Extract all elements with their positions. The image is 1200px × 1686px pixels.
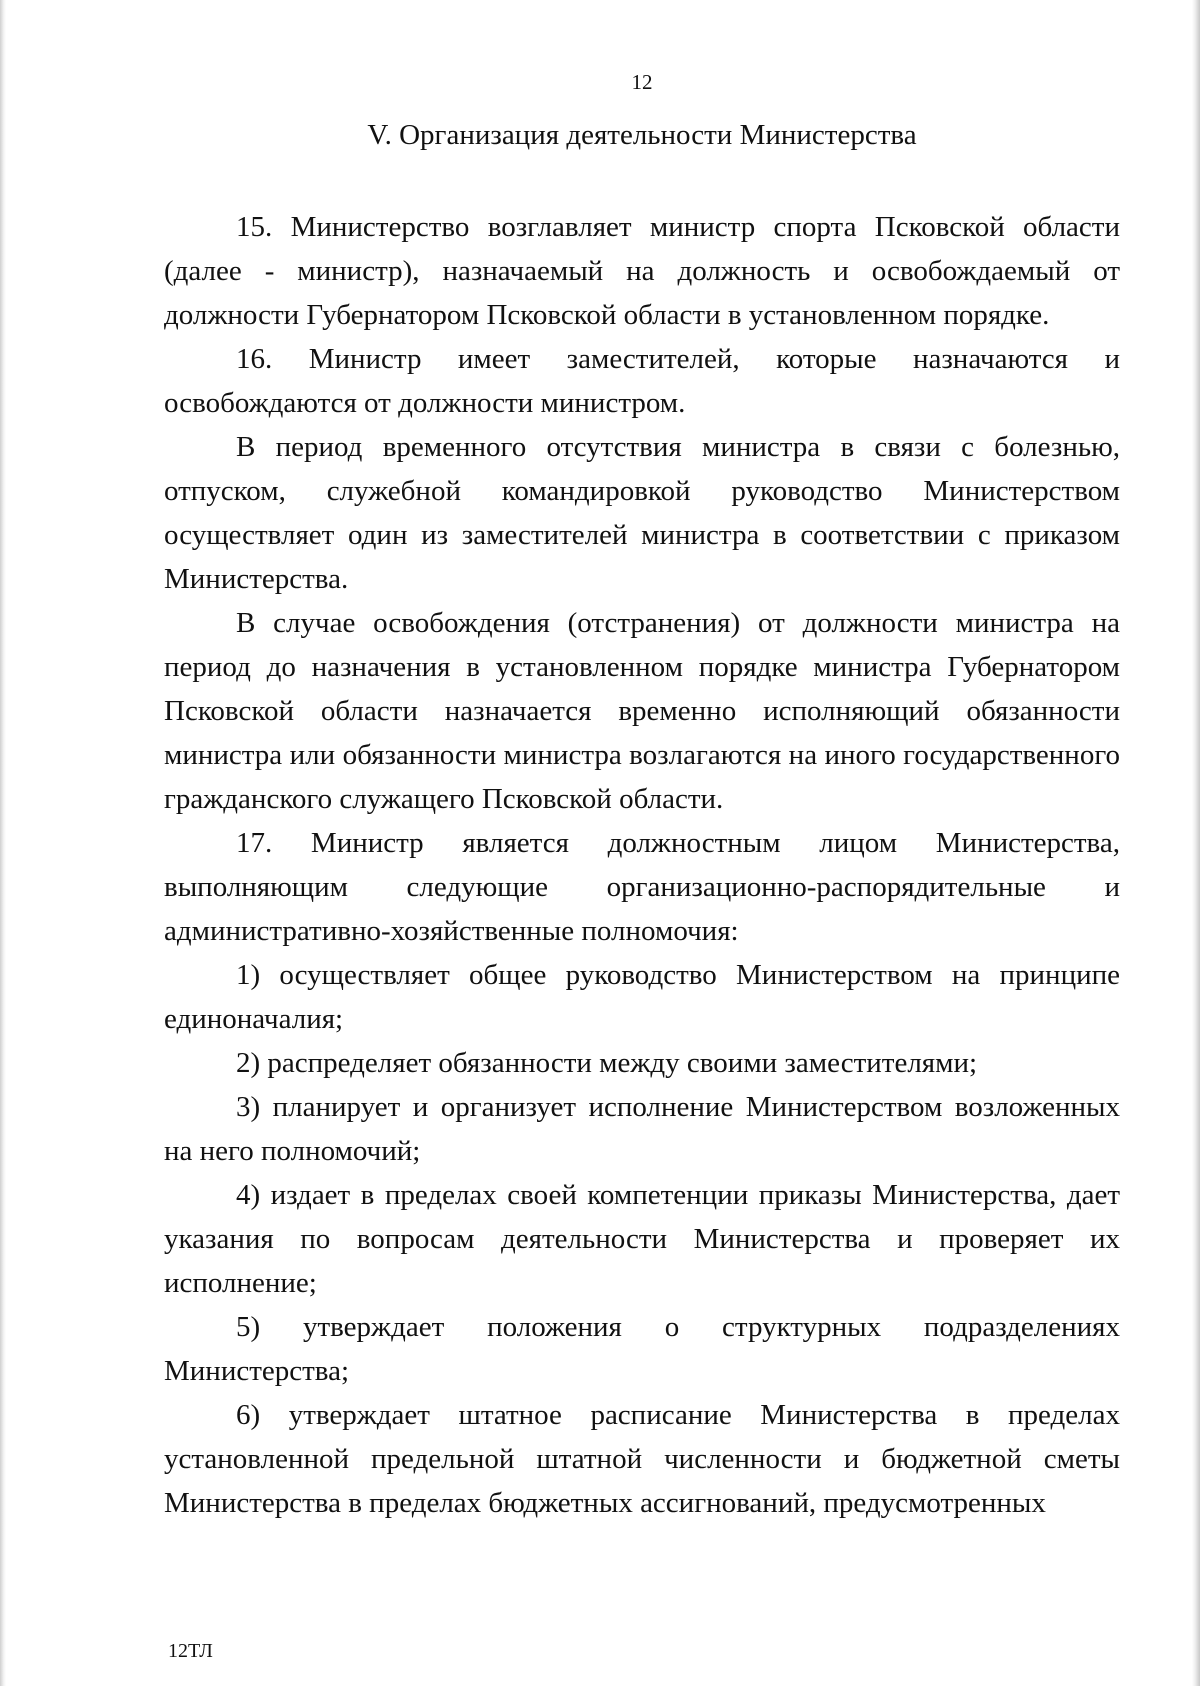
- list-item-3: 3) планирует и организует исполнение Министерством возложенных на него полномочий;: [164, 1091, 1120, 1167]
- paragraph-17: 17. Министр является должностным лицом Министерства, выполняющим следующие организационно-распорядительные и административно-хозяйственные полномочия:: [164, 827, 1120, 947]
- scan-edge-right: [1192, 0, 1200, 1686]
- list-item-5: 5) утверждает положения о структурных подразделениях Министерства;: [164, 1311, 1120, 1387]
- paragraph-16-temporary-absence: В период временного отсутствия министра в связи с болезнью, отпуском, служебной командировкой руководство Министерством осуществляет один из заместителей министра в соответствии с приказом Министерства.: [164, 431, 1120, 595]
- section-title: V. Организация деятельности Министерства: [367, 119, 917, 151]
- list-item-2: 2) распределяет обязанности между своими заместителями;: [236, 1047, 978, 1079]
- list-item-4: 4) издает в пределах своей компетенции приказы Министерства, дает указания по вопросам деятельности Министерства и проверяет их исполнение;: [164, 1179, 1120, 1299]
- scan-edge-left: [0, 0, 6, 1686]
- page-number: 12: [631, 70, 653, 94]
- paragraph-15: 15. Министерство возглавляет министр спорта Псковской области (далее - министр), назначаемый на должность и освобождаемый от должности Губернатором Псковской области в установленном порядке.: [164, 211, 1120, 331]
- paragraph-16: 16. Министр имеет заместителей, которые назначаются и освобождаются от должности министром.: [164, 343, 1120, 419]
- list-item-1: 1) осуществляет общее руководство Министерством на принципе единоначалия;: [164, 959, 1120, 1035]
- list-item-6: 6) утверждает штатное расписание Министерства в пределах установленной предельной штатной численности и бюджетной сметы Министерства в пределах бюджетных ассигнований, предусмотренных: [164, 1399, 1120, 1519]
- footer-code: 12ТЛ: [168, 1640, 213, 1662]
- paragraph-16-dismissal: В случае освобождения (отстранения) от должности министра на период до назначения в установленном порядке министра Губернатором Псковской области назначается временно исполняющий обязанности министра или обязанности министра возлагаются на иного государственного гражданского служащего Псковской области.: [164, 607, 1120, 815]
- document-body: [164, 205, 1120, 1525]
